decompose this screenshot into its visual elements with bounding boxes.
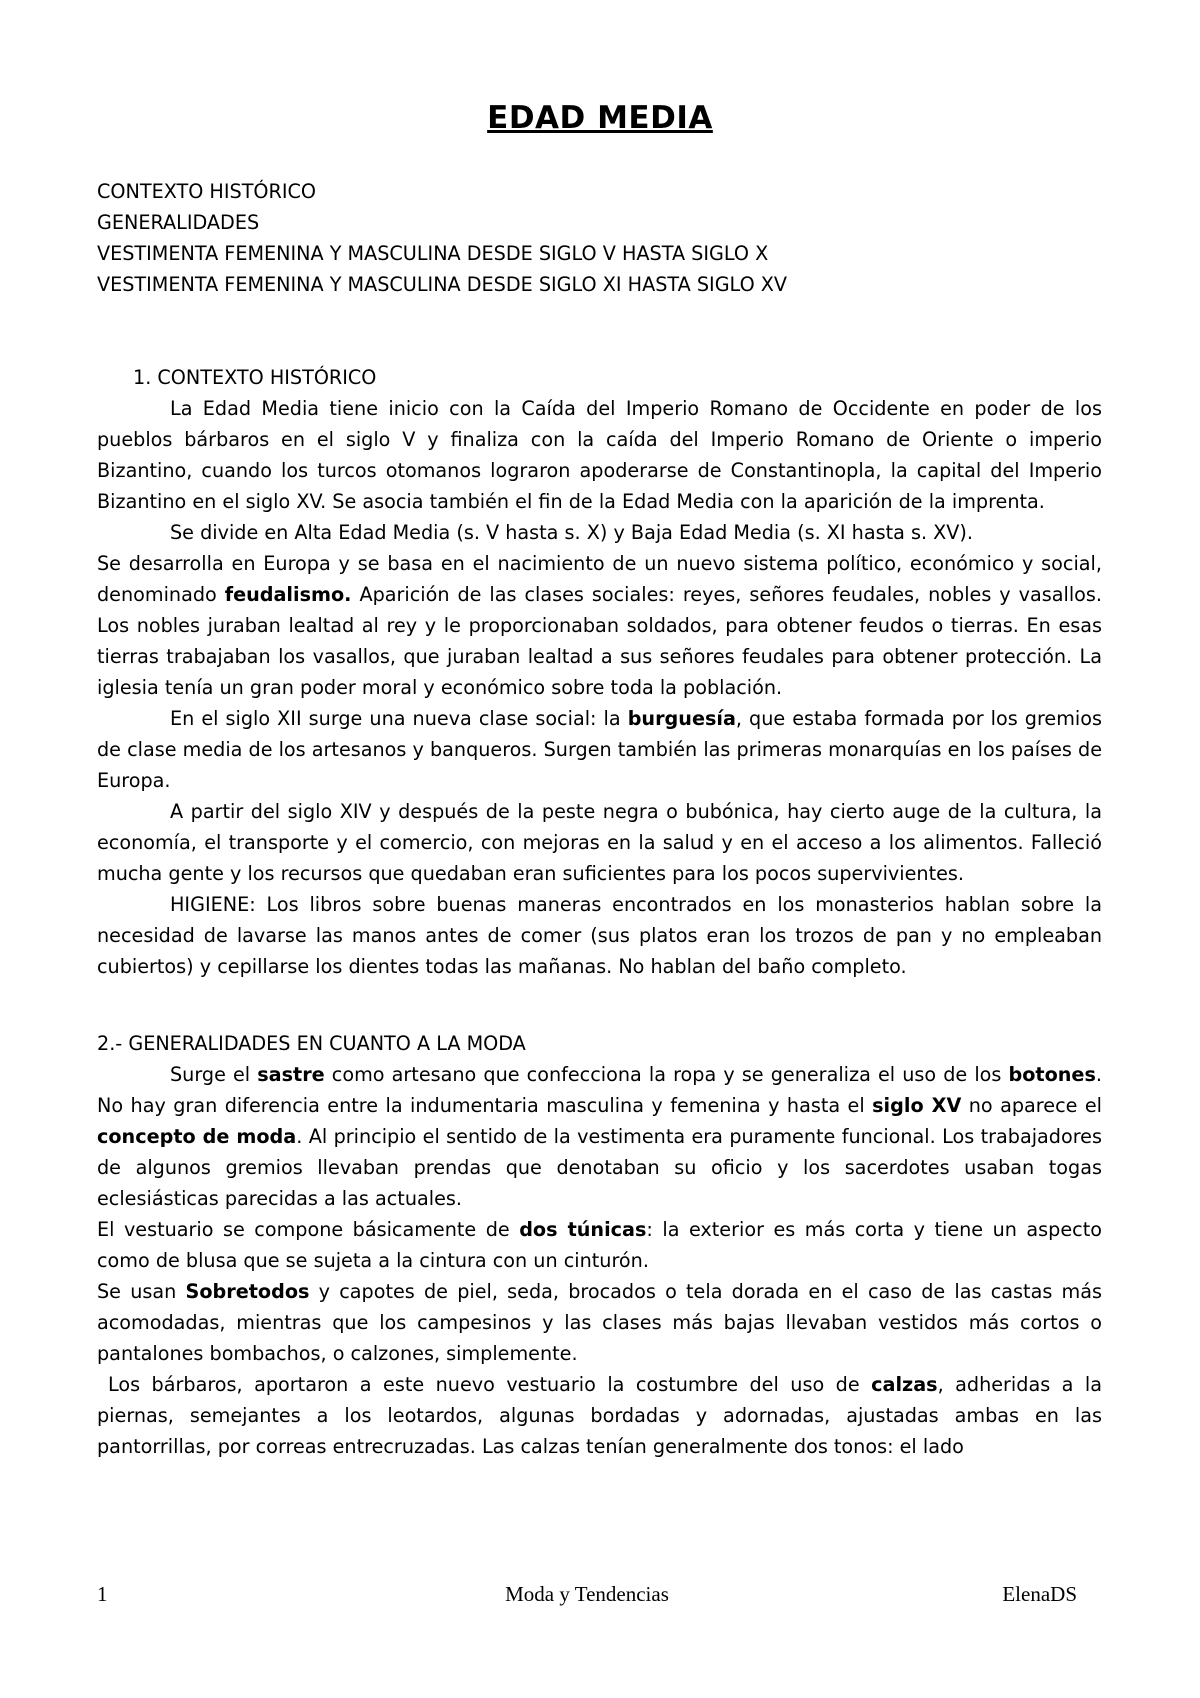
bold-term: sastre [257, 1063, 325, 1086]
spacer [97, 982, 1102, 1028]
footer-title: Moda y Tendencias [505, 1582, 669, 1606]
toc-item: VESTIMENTA FEMENINA Y MASCULINA DESDE SIGLO XI HASTA SIGLO XV [97, 273, 788, 296]
text-run: . Al principio el sentido de la vestimenta era puramente funcional. Los trabajadores de algunos gremios llevaban prendas que denotaban su oficio y los sacerdotes usaban togas eclesiásticas parecidas a las actuales. [97, 1125, 1102, 1210]
table-of-contents [97, 176, 1102, 300]
paragraph [97, 1369, 1102, 1462]
section-heading: 2.- GENERALIDADES EN CUANTO A LA MODA [97, 1032, 526, 1055]
paragraph [97, 1059, 1102, 1214]
section-heading: 1. CONTEXTO HISTÓRICO [133, 366, 377, 389]
bold-term: concepto de moda [97, 1125, 297, 1148]
document-body [97, 176, 1102, 1462]
text-run: . No hay gran diferencia entre la indumentaria masculina y femenina y hasta el [97, 1063, 1102, 1117]
section-contexto-historico [97, 362, 1102, 982]
footer-author: ElenaDS [1002, 1582, 1077, 1606]
text-run: Se usan [97, 1280, 186, 1303]
paragraph [97, 1276, 1102, 1369]
document-title: EDAD MEDIA [487, 100, 713, 136]
paragraph: A partir del siglo XIV y después de la peste negra o bubónica, hay cierto auge de la cultura, la economía, el transporte y el comercio, con mejoras en la salud y en el acceso a los alimentos. Falleció mucha gente y los recursos que quedaban eran suficientes para los pocos supervivientes. [97, 800, 1102, 885]
text-run: Se desarrolla en Europa y se basa en el nacimiento de un nuevo sistema político, económico y social, denominado [97, 552, 1102, 606]
toc-item: VESTIMENTA FEMENINA Y MASCULINA DESDE SIGLO V HASTA SIGLO X [97, 242, 769, 265]
paragraph: HIGIENE: Los libros sobre buenas maneras encontrados en los monasterios hablan sobre la necesidad de lavarse las manos antes de comer (sus platos eran los trozos de pan y no empleaban cubiertos) y cepillarse los dientes todas las mañanas. No hablan del baño completo. [97, 893, 1102, 978]
text-run: Los bárbaros, aportaron a este nuevo vestuario la costumbre del uso de [108, 1373, 872, 1396]
bold-term: Sobretodos [185, 1280, 310, 1303]
paragraph: Se divide en Alta Edad Media (s. V hasta s. X) y Baja Edad Media (s. XI hasta s. XV). [170, 521, 974, 544]
page-number: 1 [97, 1582, 108, 1606]
text-run: : la exterior es más corta y tiene un aspecto como de blusa que se sujeta a la cintura con un cinturón. [97, 1218, 1102, 1272]
text-run: , que estaba formada por los gremios de clase media de los artesanos y banqueros. Surgen también las primeras monarquías en los países de Europa. [97, 707, 1102, 792]
section-generalidades-moda [97, 1028, 1102, 1462]
text-run: , adheridas a la piernas, semejantes a los leotardos, algunas bordadas y adornadas, ajustadas ambas en las pantorrillas, por correas entrecruzadas. Las calzas tenían generalmente dos tonos: el lado [97, 1373, 1102, 1458]
bold-term: siglo XV [872, 1094, 962, 1117]
text-run: Surge el [170, 1063, 258, 1086]
paragraph [97, 548, 1102, 703]
paragraph [97, 703, 1102, 796]
spacer [97, 300, 1102, 362]
bold-term: calzas [871, 1373, 938, 1396]
text-run: y capotes de piel, seda, brocados o tela dorada en el caso de las castas más acomodadas, mientras que los campesinos y las clases más bajas llevaban vestidos más cortos o pantalones bombachos, o calzones, simplemente. [97, 1280, 1102, 1365]
text-run: El vestuario se compone básicamente de [97, 1218, 520, 1241]
toc-item: GENERALIDADES [97, 211, 260, 234]
text-run: Aparición de las clases sociales: reyes, señores feudales, nobles y vasallos. Los nobles juraban lealtad al rey y le proporcionaban soldados, para obtener feudos o tierras. En esas tierras trabajaban los vasallos, que juraban lealtad a sus señores feudales para obtener protección. La iglesia tenía un gran poder moral y económico sobre toda la población. [97, 583, 1102, 699]
paragraph: La Edad Media tiene inicio con la Caída del Imperio Romano de Occidente en poder de los pueblos bárbaros en el siglo V y finaliza con la caída del Imperio Romano de Oriente o imperio Bizantino, cuando los turcos otomanos lograron apoderarse de Constantinopla, la capital del Imperio Bizantino en el siglo XV. Se asocia también el fin de la Edad Media con la aparición de la imprenta. [97, 397, 1102, 513]
toc-item: CONTEXTO HISTÓRICO [97, 180, 317, 203]
bold-term: feudalismo. [224, 583, 352, 606]
text-run: no aparece el [961, 1094, 1103, 1117]
bold-term: dos túnicas [519, 1218, 647, 1241]
text-run: como artesano que confecciona la ropa y se generaliza el uso de los [324, 1063, 1009, 1086]
paragraph [97, 1214, 1102, 1276]
bold-term: burguesía [627, 707, 736, 730]
bold-term: botones [1008, 1063, 1096, 1086]
text-run: En el siglo XII surge una nueva clase social: la [170, 707, 628, 730]
